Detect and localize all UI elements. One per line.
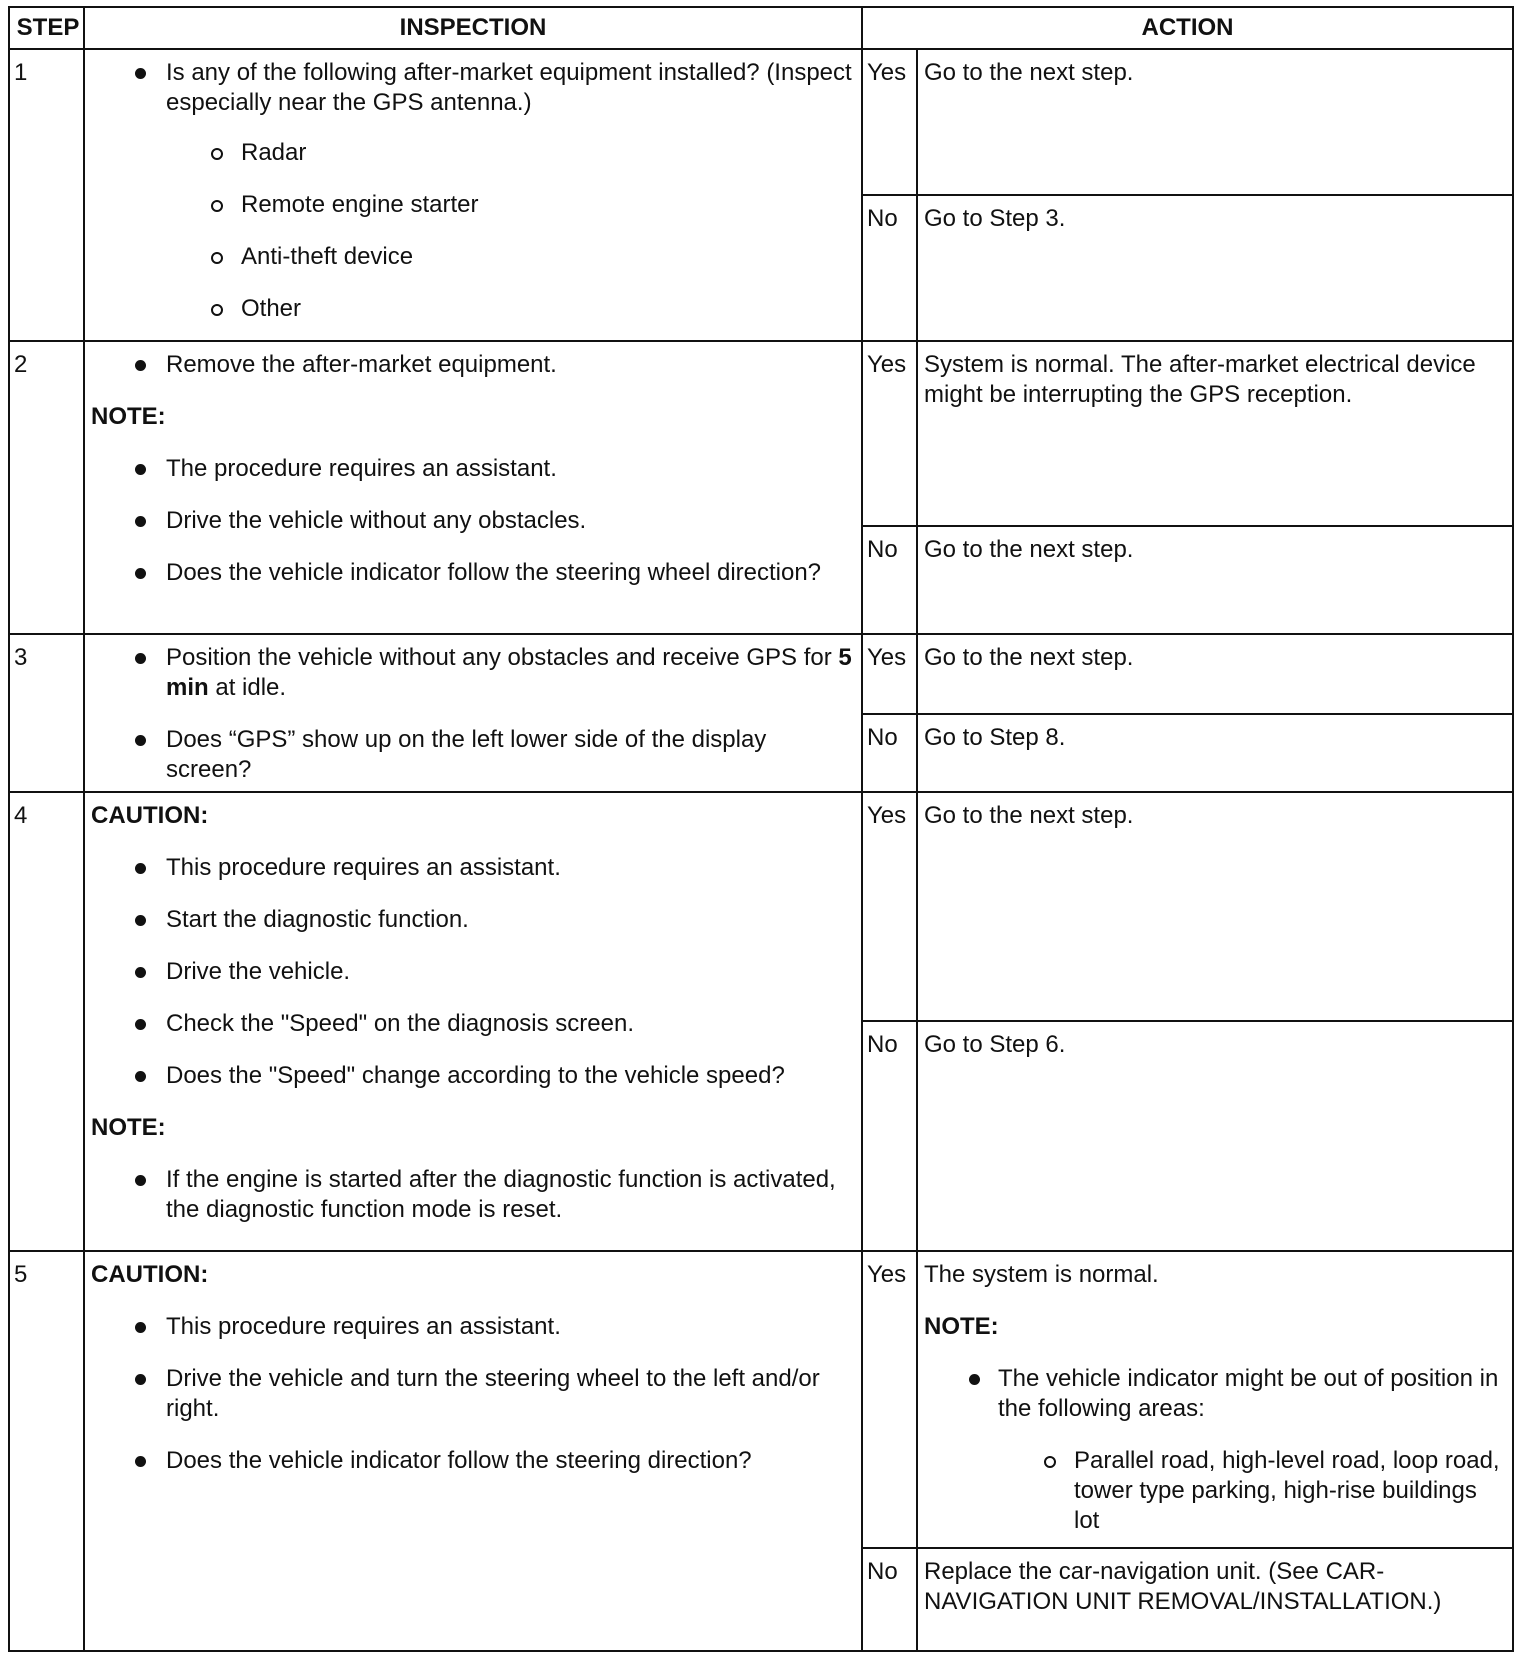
header-row [9,7,1513,49]
caution-label: CAUTION: [91,1261,209,1288]
no-action: Go to Step 3. [917,195,1513,341]
inspection-cell [84,634,862,792]
bullet-item: If the engine is started after the diagnostic function is activated, the diagnostic function mode is reset. [91,1165,855,1225]
yes-action: Go to the next step. [917,634,1513,714]
yes-action: System is normal. The after-market electrical device might be interrupting the GPS reception. [917,341,1513,526]
bullet-item [91,643,855,703]
no-label: No [862,1548,917,1651]
bullet-item: Drive the vehicle. [91,957,855,987]
bullet-item: Start the diagnostic function. [91,905,855,935]
bullet-item: This procedure requires an assistant. [91,1312,855,1342]
note-label: NOTE: [924,1313,999,1340]
bullet-item: Drive the vehicle and turn the steering wheel to the left and/or right. [91,1364,855,1424]
inspection-cell [84,792,862,1251]
bullet-text: Position the vehicle without any obstacles and receive GPS for [166,644,839,671]
yes-label: Yes [862,49,917,195]
yes-action: The system is normal. [924,1261,1159,1288]
header-step: STEP [9,7,84,49]
sub-bullet-item: Other [91,294,855,324]
bullet-item: This procedure requires an assistant. [91,853,855,883]
caution-label: CAUTION: [91,802,209,829]
no-label: No [862,1021,917,1251]
inspection-cell [84,341,862,634]
step-number: 1 [9,49,84,341]
no-action: Go to the next step. [917,526,1513,634]
bullet-item: Remove the after-market equipment. [91,350,855,380]
header-inspection: INSPECTION [84,7,862,49]
inspection-cell [84,1251,862,1651]
bullet-item: Does the "Speed" change according to the vehicle speed? [91,1061,855,1091]
inspection-cell [84,49,862,341]
yes-label: Yes [862,634,917,714]
yes-action: Go to the next step. [917,792,1513,1021]
no-label: No [862,526,917,634]
bullet-text: at idle. [208,674,287,701]
bullet-item: Does the vehicle indicator follow the steering wheel direction? [91,558,855,588]
bullet-item: Check the "Speed" on the diagnosis screen. [91,1009,855,1039]
sub-bullet-item: Remote engine starter [91,190,855,220]
step-number: 3 [9,634,84,792]
step-4-yes-row [9,792,1513,1021]
bullet-item: Is any of the following after-market equipment installed? (Inspect especially near the GPS antenna.) [91,58,855,118]
no-label: No [862,195,917,341]
step-number: 5 [9,1251,84,1651]
step-number: 4 [9,792,84,1251]
duration-value: 5 min [166,644,852,701]
yes-action: Go to the next step. [917,49,1513,195]
bullet-item: The procedure requires an assistant. [91,454,855,484]
bullet-item: The vehicle indicator might be out of position in the following areas: [924,1364,1508,1424]
note-label: NOTE: [91,1114,166,1141]
bullet-item: Drive the vehicle without any obstacles. [91,506,855,536]
yes-label: Yes [862,341,917,526]
sub-bullet-item: Parallel road, high-level road, loop road, tower type parking, high-rise buildings lot [924,1446,1508,1536]
yes-action-cell [917,1251,1513,1548]
header-action: ACTION [862,7,1513,49]
no-action: Replace the car-navigation unit. (See CAR-NAVIGATION UNIT REMOVAL/INSTALLATION.) [917,1548,1513,1651]
sub-bullet-item: Anti-theft device [91,242,855,272]
no-action: Go to Step 6. [917,1021,1513,1251]
yes-label: Yes [862,1251,917,1548]
step-3-yes-row [9,634,1513,714]
step-5-yes-row [9,1251,1513,1548]
yes-label: Yes [862,792,917,1021]
note-label: NOTE: [91,403,166,430]
step-2-yes-row [9,341,1513,526]
sub-bullet-item: Radar [91,138,855,168]
no-action: Go to Step 8. [917,714,1513,792]
step-number: 2 [9,341,84,634]
bullet-item: Does the vehicle indicator follow the steering direction? [91,1446,855,1476]
diagnostic-table [8,6,1514,1652]
no-label: No [862,714,917,792]
bullet-item: Does “GPS” show up on the left lower side of the display screen? [91,725,855,785]
step-1-yes-row [9,49,1513,195]
